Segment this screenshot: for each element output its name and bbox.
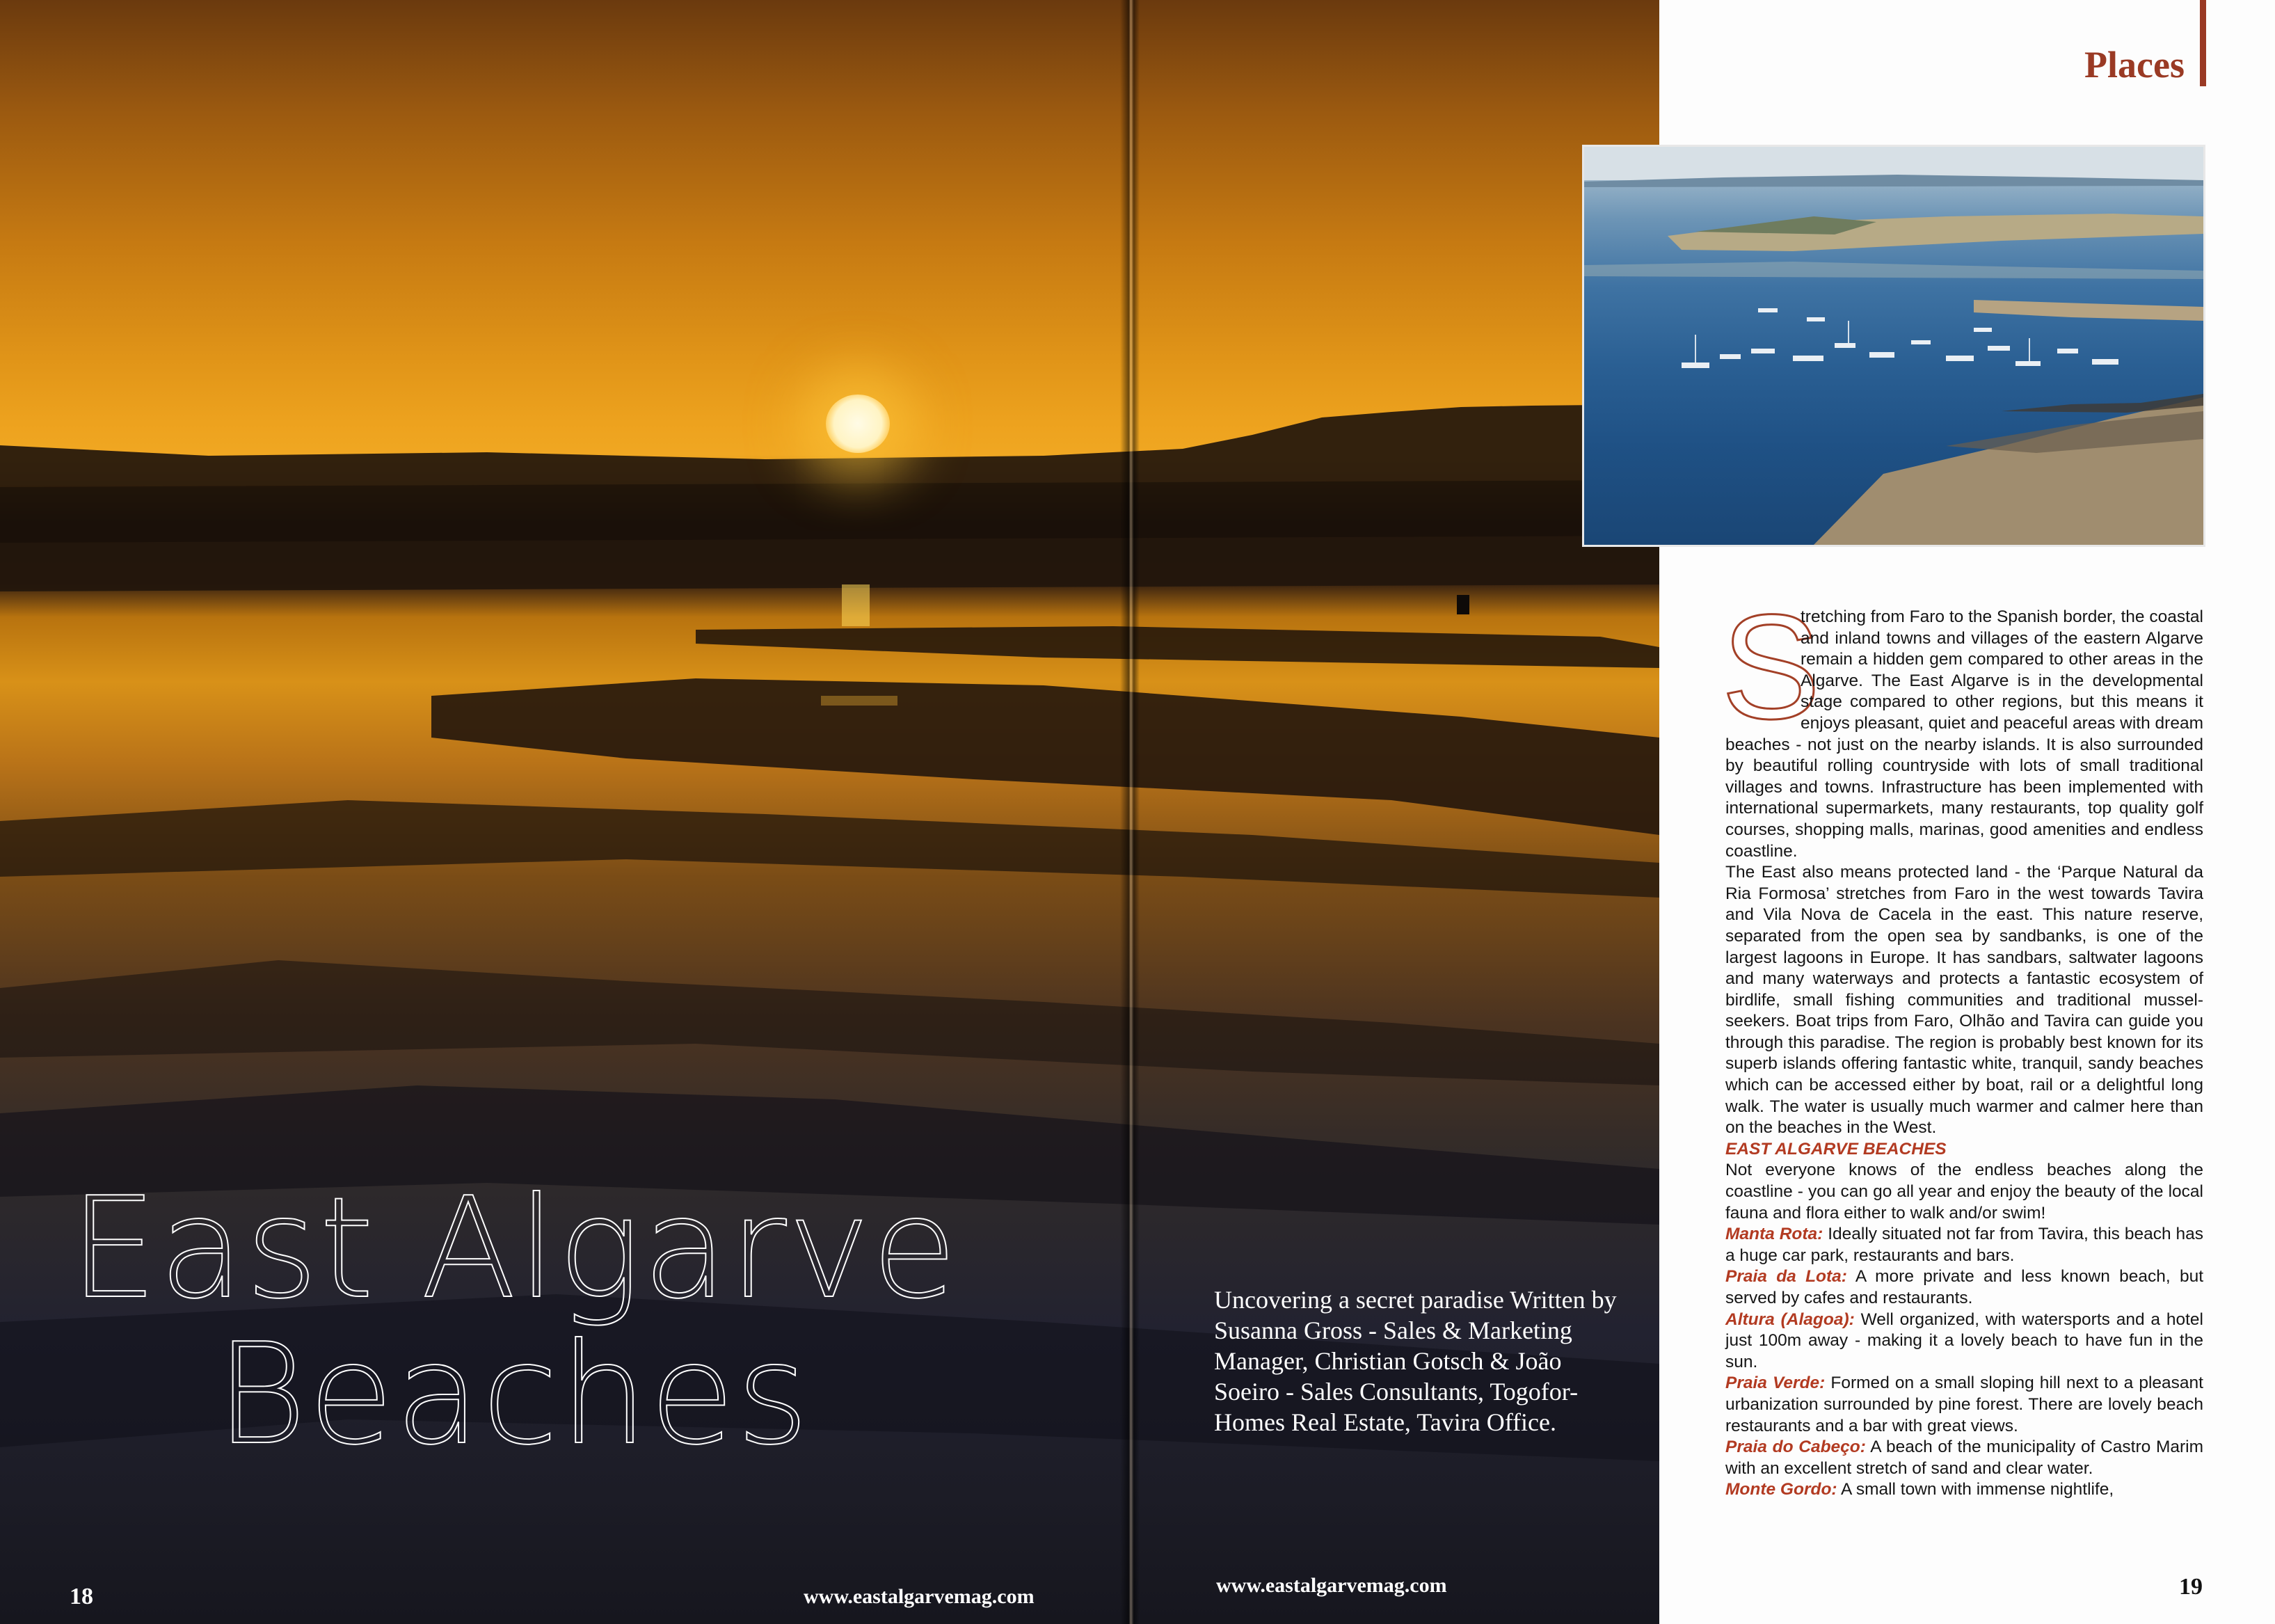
article-title: [70, 1168, 1155, 1476]
beach-entry: [1725, 1266, 2203, 1309]
beach-name: Monte Gordo:: [1725, 1480, 1837, 1499]
beach-entry: [1725, 1479, 2203, 1501]
beach-name: Manta Rota:: [1725, 1225, 1823, 1244]
sun: [826, 395, 890, 453]
intro-text: tretching from Faro to the Spanish border, the coastal and inland towns and villages of the eastern Algarve remain a hidden gem compared to other areas in the Algarve. The East Algarve is in the developmental stage compared to other regions, but this means it enjoys pleasant, quiet and peaceful areas with dream beaches - not just on the nearby islands. It is also surrounded by beautiful rolling countryside with lots of small traditional villages and towns. Infrastructure has been implemented with international supermarkets, many restaurants, top quality golf courses, shopping malls, marinas, good amenities and endless coastline.: [1725, 607, 2203, 861]
beach-text: Formed on a small sloping hill next to a pleasant urbanization surrounded by pine forest. There are lovely beach restaurants and a bar with great views.: [1725, 1374, 2203, 1435]
beach-name: Praia da Lota:: [1725, 1267, 1847, 1287]
footer-url-right: www.eastalgarvemag.com: [1216, 1574, 1447, 1597]
lagoon-boats-scene: [1584, 147, 2203, 545]
beach-entry: [1725, 1373, 2203, 1437]
standfirst-byline: Uncovering a secret paradise Written by Susanna Gross - Sales & Marketing Manager, Christian Gotsch & João Soeiro - Sales Consultants, Togofor-Homes Real Estate, Tavira Office.: [1214, 1286, 1617, 1436]
lagoon-boats-photo: [1582, 145, 2205, 547]
subheading-beaches: EAST ALGARVE BEACHES: [1725, 1139, 1947, 1159]
beach-text: Well organized, with watersports and a hotel just 100m away - making it a lovely beach to have fun in the sun.: [1725, 1309, 2203, 1371]
title-line-1: East Algarve: [70, 1168, 959, 1330]
beach-text: A more private and less known beach, but served by cafes and restaurants.: [1725, 1267, 2203, 1307]
beach-entry: [1725, 1309, 2203, 1374]
beach-text: A beach of the municipality of Castro Marim with an excellent stretch of sand and clear water.: [1725, 1438, 2203, 1478]
beach-name: Praia do Cabeço:: [1725, 1438, 1866, 1457]
paragraph-3: Not everyone knows of the endless beaches along the coastline - you can go all year and enjoy the beauty of the local fauna and flora either to walk and/or swim!: [1725, 1161, 2203, 1223]
footer-url-left: www.eastalgarvemag.com: [804, 1585, 1035, 1608]
paragraph-2: The East also means protected land - the ‘Parque Natural da Ria Formosa’ stretches from Faro in the west towards Tavira and Vila Nova de Cacela in the east. This nature reserve, separated from the open sea by sandbanks, is one of the largest lagoons in Europe. It has sandbars, saltwater lagoons and many waterways and protects a fantastic ecosystem of birdlife, small fishing communities and traditional mussel-seekers. Boat trips from Faro, Olhão and Tavira can guide you through this paradise. The region is probably best known for its superb islands offering fantastic white, tranquil, sandy beaches which can be accessed either by boat, rail or a delightful long walk. The water is usually much warmer and calmer here than on the beaches in the West.: [1725, 863, 2203, 1138]
beach-entry: [1725, 1437, 2203, 1479]
article-body: [1721, 584, 2203, 1501]
section-bar: [2200, 0, 2206, 86]
intro-paragraph: [1721, 584, 2203, 862]
page-number-left: 18: [70, 1584, 93, 1609]
beach-text: Ideally situated not far from Tavira, this beach has a huge car park, restaurants and bars.: [1725, 1225, 2203, 1265]
title-line-2: Beaches: [216, 1314, 811, 1476]
beach-entry: [1725, 1224, 2203, 1266]
page-number-right: 19: [2179, 1574, 2203, 1600]
beach-text: A small town with immense nightlife,: [1837, 1480, 2114, 1499]
beach-name: Praia Verde:: [1725, 1374, 1826, 1393]
beach-name: Altura (Alagoa):: [1725, 1309, 1855, 1329]
drop-cap: S: [1721, 584, 1821, 750]
section-label: Places: [2084, 44, 2185, 86]
